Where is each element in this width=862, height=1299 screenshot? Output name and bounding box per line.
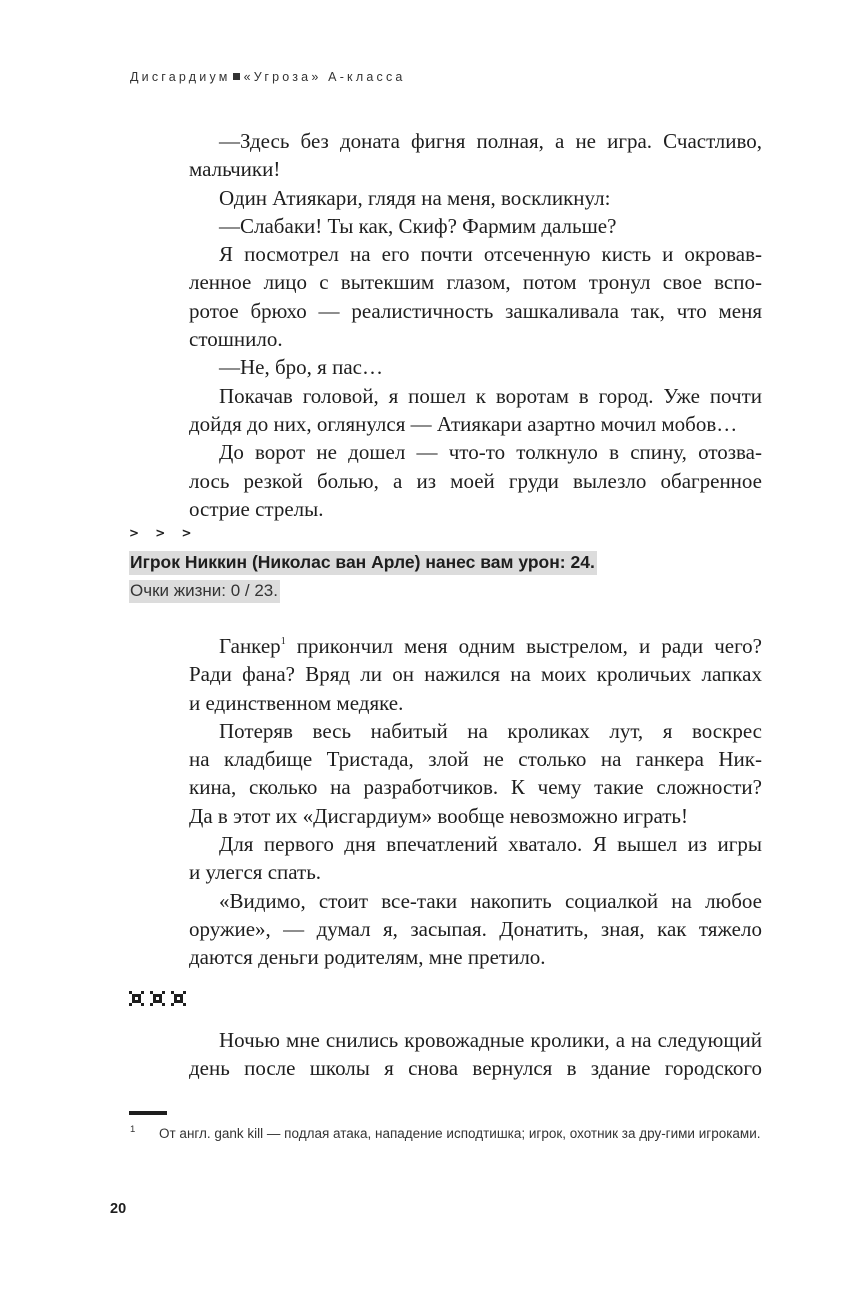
- paragraph-line: стошнило.: [189, 327, 283, 352]
- paragraph-line: на кладбище Тристада, злой не столько на ганкера Ник-: [189, 747, 762, 772]
- paragraph-line: Один Атиякари, глядя на меня, воскликнул:: [219, 185, 611, 210]
- paragraph-line: Потеряв весь набитый на кроликах лут, я воскрес: [219, 718, 762, 743]
- paragraph-line: Ночью мне снились кровожадные кролики, а на следующий: [219, 1028, 762, 1052]
- footnote-ref[interactable]: 1: [280, 636, 286, 647]
- paragraph-line: Покачав головой, я пошел к воротам в город. Уже почти: [219, 383, 762, 408]
- paragraph-line: Ради фана? Вряд ли он нажился на моих кроличьих лапках: [189, 662, 762, 687]
- paragraph-line: острие стрелы.: [189, 496, 324, 521]
- page-number: 20: [110, 1201, 127, 1217]
- running-header: [130, 70, 406, 84]
- paragraph-line: —Слабаки! Ты как, Скиф? Фармим дальше?: [219, 213, 617, 238]
- damage-message: Игрок Никкин (Николас ван Арле) нанес вам урон: 24.: [129, 551, 597, 575]
- paragraph-line: «Видимо, стоит все-таки накопить социалкой на любое: [219, 888, 762, 913]
- block3-text: [189, 1026, 762, 1083]
- footnote-rule: [129, 1111, 167, 1115]
- paragraph-line: кина, сколько на разработчиков. К чему такие сложности?: [189, 775, 762, 800]
- footnote-number: 1: [130, 1124, 136, 1135]
- paragraph-line: ленное лицо с вытекшим глазом, потом тронул свое вспо-: [189, 270, 762, 295]
- block1-text: [189, 127, 762, 523]
- header-square-icon: [233, 73, 240, 80]
- paragraph-line: и единственном медяке.: [189, 690, 404, 715]
- paragraph-line: ротое брюхо — реалистичность зашкаливала так, что меня: [189, 298, 762, 323]
- hp-message: Очки жизни: 0 / 23.: [129, 580, 280, 603]
- paragraph-line: —Не, бро, я пас…: [219, 355, 383, 380]
- system-arrows: > > >: [129, 526, 198, 540]
- paragraph-line: даются деньги родителям, мне претило.: [189, 945, 546, 970]
- paragraph-line: и улегся спать.: [189, 860, 322, 885]
- paragraph-line: Ганкер$^1$ прикончил меня одним выстрелом, и ради чего?: [219, 634, 762, 658]
- pixel-cross-icon: [171, 991, 186, 1006]
- footnote-text: От англ. gank kill — подлая атака, нападение исподтишка; игрок, охотник за дру-гими игроками.: [159, 1126, 761, 1141]
- header-title: «Угроза» А-класса: [243, 70, 406, 84]
- paragraph-line: день после школы я снова вернулся в здание городского: [189, 1056, 762, 1081]
- paragraph-line: Для первого дня впечатлений хватало. Я вышел из игры: [219, 832, 762, 857]
- pixel-cross-icon: [150, 991, 165, 1006]
- paragraph-line: До ворот не дошел — что-то толкнуло в спину, отозва-: [219, 440, 762, 465]
- pixel-cross-icon: [129, 991, 144, 1006]
- paragraph-line: лось резкой болью, а из моей груди вылезло обагренное: [189, 468, 762, 493]
- block2-text: [189, 632, 762, 972]
- header-series: Дисгардиум: [130, 70, 231, 84]
- paragraph-line: —Здесь без доната фигня полная, а не игра. Счастливо,: [219, 129, 762, 153]
- paragraph-line: Я посмотрел на его почти отсеченную кисть и окровав-: [219, 242, 762, 267]
- paragraph-line: оружие», — думал я, засыпая. Донатить, зная, как тяжело: [189, 916, 762, 941]
- paragraph-line: дойдя до них, оглянулся — Атиякари азартно мочил мобов…: [189, 411, 738, 436]
- paragraph-line: мальчики!: [189, 157, 281, 182]
- section-separator: [129, 991, 186, 1006]
- paragraph-line: Да в этот их «Дисгардиум» вообще невозможно играть!: [189, 803, 689, 828]
